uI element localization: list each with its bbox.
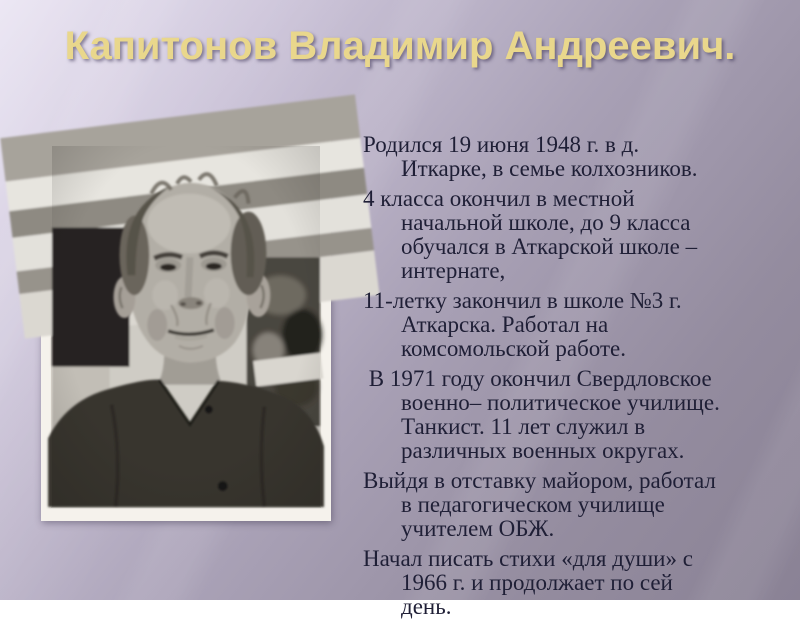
- bio-line: интернате,: [401, 258, 506, 283]
- bio-line: 4 класса окончил в местной: [363, 186, 635, 211]
- bio-line: военно– политическое училище.: [401, 390, 720, 415]
- bio-line: 11-летку закончил в школе №3 г.: [363, 288, 682, 313]
- bio-line: день.: [401, 594, 452, 619]
- bio-line: Выйдя в отставку майором, работал: [363, 468, 716, 493]
- bio-line: Аткарска. Работал на: [401, 312, 609, 337]
- biography-text: [363, 133, 783, 625]
- bio-line: В 1971 году окончил Свердловское: [363, 366, 712, 391]
- bio-paragraph-military: [363, 367, 783, 463]
- bio-paragraph-retirement: [363, 469, 783, 541]
- bio-line: Начал писать стихи «для души» с: [363, 546, 693, 571]
- bio-line: учителем ОБЖ.: [401, 516, 555, 541]
- slide-title: Капитонов Владимир Андреевич.: [64, 24, 736, 68]
- bio-line: Родился 19 июня 1948 г. в д.: [363, 132, 640, 157]
- bio-paragraph-komsomol: [363, 289, 783, 361]
- bio-line: Иткарке, в семье колхозников.: [401, 156, 698, 181]
- bio-line: в педагогическом училище: [401, 492, 665, 517]
- bio-line: Танкист. 11 лет служил в: [401, 414, 646, 439]
- bio-line: обучался в Аткарской школе –: [401, 234, 698, 259]
- bio-paragraph-poetry: [363, 547, 783, 619]
- portrait-photo: [51, 145, 321, 508]
- bio-line: начальной школе, до 9 класса: [401, 210, 691, 235]
- portrait-photo-frame: [41, 136, 331, 521]
- bio-line: 1966 г. и продолжает по сей: [401, 570, 673, 595]
- bio-paragraph-birth: [363, 133, 783, 181]
- bio-line: различных военных округах.: [401, 438, 685, 463]
- bio-paragraph-school: [363, 187, 783, 283]
- bio-line: комсомольской работе.: [401, 336, 627, 361]
